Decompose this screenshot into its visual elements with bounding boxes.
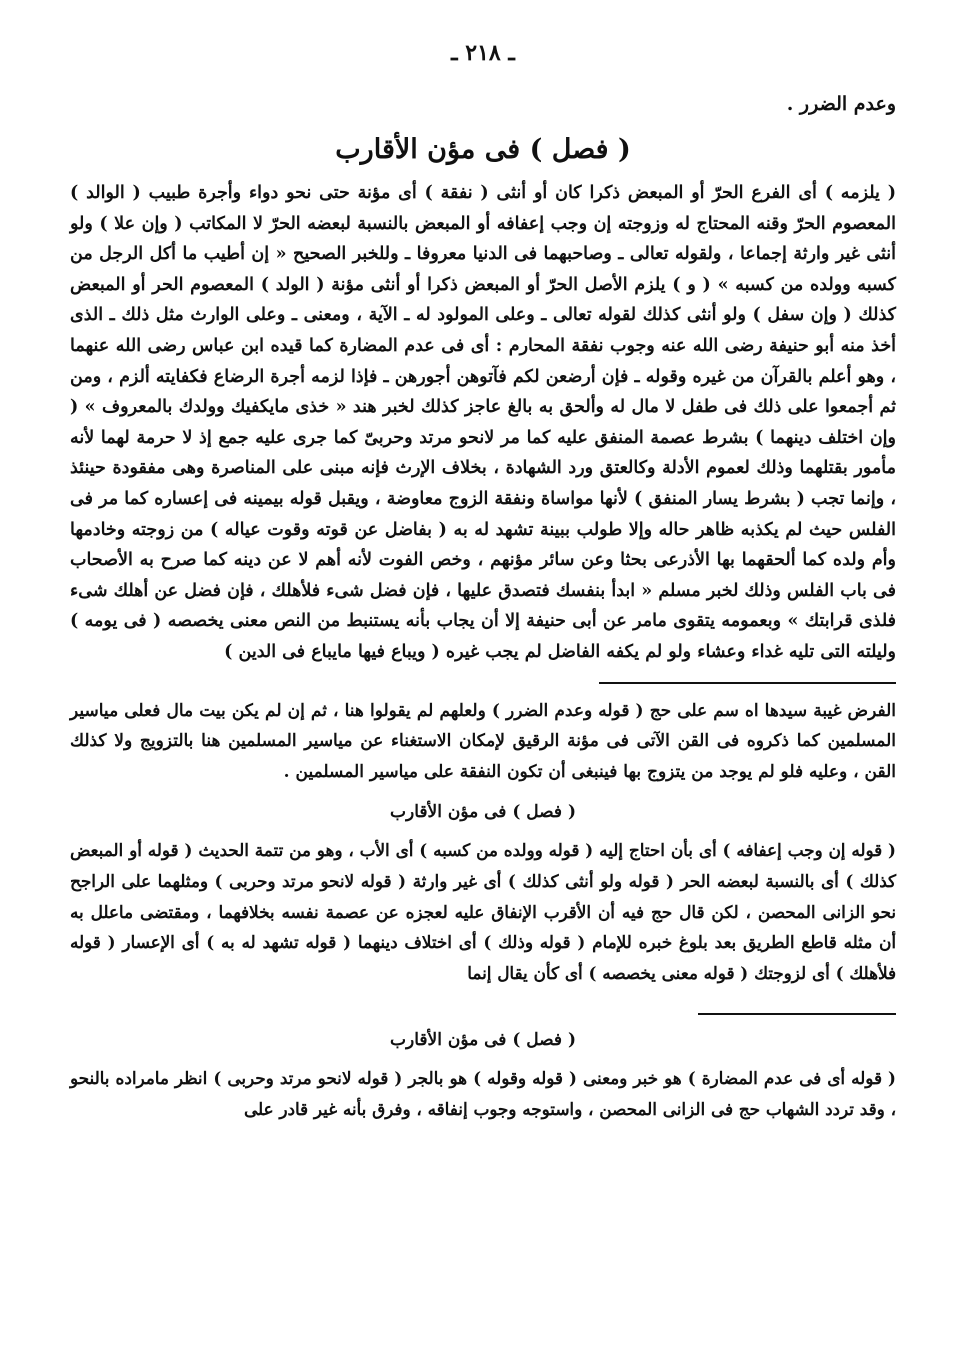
footnote-divider — [599, 682, 896, 684]
footnote-text: الفرض غيبة سيدها اه سم على حج ( قوله وعدم الضرر ) ولعلهم لم يقولوا هنا ، ثم إن لم يكن بيت مال فعلى مياسير المسلمين كما ذكروه فى القن الآتى فى مؤنة الرقيق لإمكان الاستغناء عن مياسير المسلمين هنا بالتزويج ولا كذلك القن ، وعليه فلو لم يوجد من يتزوج بها فينبغى أن تكون النفقة على مياسير المسلمين . — [70, 700, 896, 782]
commentary-heading-1: ( فصل ) فى مؤن الأقارب — [389, 802, 577, 822]
commentary-text-1: ( قوله إن وجب إعفافه ) أى بأن احتاج إليه ( قوله وولده من كسبه ) أى الأب ، وهو من تتمة الحديث ( قوله أو المبعض كذلك ) أى بالنسبة لبعضه الحر ( قوله ولو أنثى كذلك ) أى غير وارثة ( قوله لانحو مرتد وحربى ) ومثلهما على الراجح نحو الزانى المحصن ، لكن قال حج فيه أن الأقرب الإنفاق عليه لعجزه عن عصمة نفسه بخلافهما ، ومقتضى ماعلل به أن مثله قاطع الطريق بعد بلوغ خبره للإمام ( قوله وذلك ) أى اختلاف دينهما ( قوله تشهد له به ) أى الإعسار ( قوله فلأهلك ) أى لزوجتك ( قوله معنى يخصصه ) أى كأن يقال إنما — [70, 840, 896, 984]
main-body-text: ( يلزمه ) أى الفرع الحرّ أو المبعض ذكرا كان أو أنثى ( نفقة ) أى مؤنة حتى نحو دواء وأجرة طبيب ( الوالد ) المعصوم الحرّ وقنه المحتاج له وزوجته إن وجب إعفافه أو المبعض بالنسبة لبعضه الحرّ لا المكاتب ( وإن علا ) ولو أنثى غير وارثة إجماعا ، ولقوله تعالى ـ وصاحبهما فى الدنيا معروفا ـ وللخبر الصحيح « إن أطيب ما أكل الرجل من كسبه وولده من كسبه » ( و ) يلزم الأصل الحرّ أو المبعض ذكرا أو أنثى مؤنة ( الولد ) المعصوم الحر أو المبعض كذلك ( وإن سفل ) ولو أنثى كذلك لقوله تعالى ـ وعلى المولود له ـ الآية ، ومعنى ـ وعلى الوارث مثل ذلك ـ الذى أخذ منه أبو حنيفة رضى الله عنه وجوب نفقة المحارم : أى فى عدم المضارة كما قيده ابن عباس رضى الله عنهما ، وهو أعلم بالقرآن من غيره وقوله ـ فإن أرضعن لكم فآتوهن أجورهن ـ فإذا لزمه أجرة الرضاع فكفايته ألزم ، ومن ثم أجمعوا على ذلك فى طفل لا مال له وألحق به بالغ عاجز كذلك لخبر هند « خذى مايكفيك وولدك بالمعروف » ( وإن اختلف دينهما ) بشرط عصمة المنفق عليه كما مر لانحو مرتد وحربىّ كما جرى عليه جمع إذ لا حرمة لهما لأنه مأمور بقتلهما وذلك لعموم الأدلة وكالعتق ورد الشهادة ، بخلاف الإرث فإنه مبنى على المناصرة وهى مفقودة حينئذ ، وإنما تجب ( بشرط يسار المنفق ) لأنها مواساة ونفقة الزوج معاوضة ، ويقبل قوله بيمينه فى إعساره كما مر فى الفلس حيث لم يكذبه ظاهر حاله وإلا طولب ببينة تشهد له به ( بفاضل عن قوته وقوت عياله ) من زوجته وخادمها وأم ولده كما ألحقهما بها الأذرعى بحثا وعن سائر مؤنهم ، وخص الفوت لأنه أهم لا عن دينه كما صرح به الأصحاب فى باب الفلس وذلك لخبر مسلم « ابدأ بنفسك فتصدق عليها ، فإن فضل شىء فلأهلك ، فإن فضل عن أهلك شىء فلذى قرابتك » وبعمومه يتقوى مامر عن أبى حنيفة إلا أن يجاب بأنه يستنبط من النص معنى يخصصه ( فى يومه ) وليلته التى تليه غداء وعشاء ولو لم يكفه الفاضل لم يجب غيره ( ويباع فيها مايباع فى الدين ) — [70, 183, 896, 662]
commentary-heading-2: ( فصل ) فى مؤن الأقارب — [389, 1029, 577, 1050]
page-number: ـ ٢١٨ ـ — [451, 40, 515, 66]
commentary-text-2: ( قوله أى فى عدم المضارة ) هو خبر ومعنى ( قوله وقوله ) هو بالجر ( قوله لانحو مرتد وحربى ) انظر مامراده بالنحو ، وقد تردد الشهاب حج فى الزانى المحصن ، واستوجه وجوب إنفاقه ، وفرق بأنه غير قادر على — [70, 1067, 896, 1119]
commentary-divider — [698, 1013, 896, 1015]
document-page — [70, 38, 896, 1125]
section-heading: ( فصل ) فى مؤن الأقارب — [335, 134, 631, 165]
continuation-line: وعدم الضرر . — [786, 93, 896, 115]
